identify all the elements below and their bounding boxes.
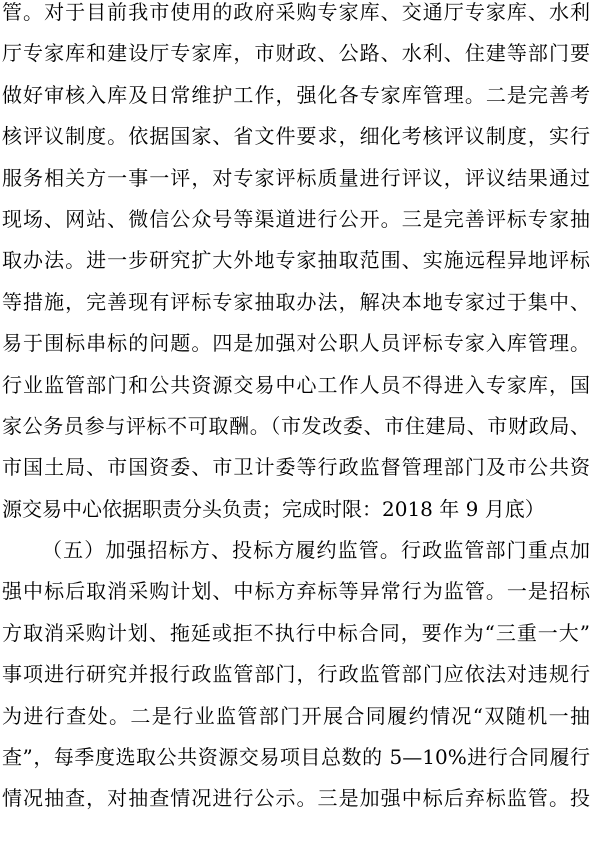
text-line: 现场、网站、微信公众号等渠道进行公开。三是完善评标专家抽 xyxy=(2,206,590,231)
text-line: 厅专家库和建设厅专家库，市财政、公路、水利、住建等部门要 xyxy=(2,41,590,66)
text-line: 方取消采购计划、拖延或拒不执行中标合同，要作为“三重一大” xyxy=(2,620,590,645)
text-line: 做好审核入库及日常维护工作，强化各专家库管理。二是完善考 xyxy=(2,82,590,107)
text-line: 取办法。进一步研究扩大外地专家抽取范围、实施远程异地评标 xyxy=(2,248,590,273)
text-line: 查”，每季度选取公共资源交易项目总数的 5—10%进行合同履行 xyxy=(2,745,590,770)
text-line: 为进行查处。二是行业监管部门开展合同履约情况“双随机一抽 xyxy=(2,703,590,728)
text-line: 服务相关方一事一评，对专家评标质量进行评议，评议结果通过 xyxy=(2,165,590,190)
paragraph xyxy=(2,0,590,530)
document-page xyxy=(2,0,590,820)
text-line: 源交易中心依据职责分头负责；完成时限：2018 年 9 月底） xyxy=(2,496,545,521)
text-line: 情况抽查，对抽查情况进行公示。三是加强中标后弃标监管。投 xyxy=(2,786,590,811)
text-line: 等措施，完善现有评标专家抽取办法，解决本地专家过于集中、 xyxy=(2,289,590,314)
text-line: 易于围标串标的问题。四是加强对公职人员评标专家入库管理。 xyxy=(2,331,590,356)
text-line: 家公务员参与评标不可取酬。（市发改委、市住建局、市财政局、 xyxy=(2,413,590,438)
text-line: 市国土局、市国资委、市卫计委等行政监督管理部门及市公共资 xyxy=(2,455,590,480)
section-heading-line: （五）加强招标方、投标方履约监管。行政监管部门重点加 xyxy=(42,538,590,563)
text-line: 强中标后取消采购计划、中标方弃标等异常行为监管。一是招标 xyxy=(2,579,590,604)
text-line: 核评议制度。依据国家、省文件要求，细化考核评议制度，实行 xyxy=(2,124,590,149)
paragraph xyxy=(2,530,590,820)
text-line: 事项进行研究并报行政监管部门，行政监管部门应依法对违规行 xyxy=(2,662,590,687)
text-line: 管。对于目前我市使用的政府采购专家库、交通厅专家库、水利 xyxy=(2,0,590,24)
text-line: 行业监管部门和公共资源交易中心工作人员不得进入专家库，国 xyxy=(2,372,590,397)
